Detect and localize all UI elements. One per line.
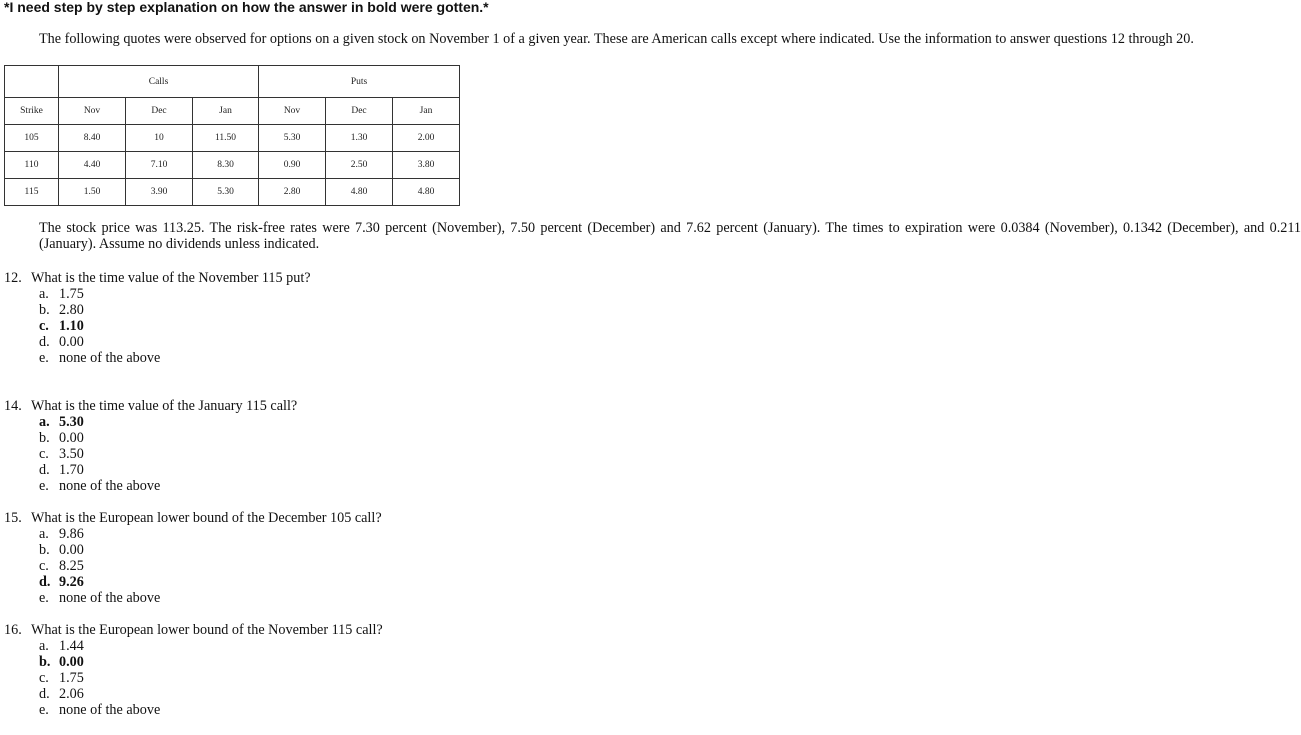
stock-info-line-1: The stock price was 113.25. The risk-free rates were 7.30 percent (November), 7.50 percent (December) and 7.62 percent (January). The times to expiration were 0.0384 (November), 0.1342 (December), and 0.211 [39,220,1301,236]
option-text: 1.70 [59,462,84,478]
table-cell: 2.00 [393,125,460,152]
answer-option [39,350,311,366]
option-letter: a. [39,414,50,430]
table-cell: 3.80 [393,152,460,179]
option-text: none of the above [59,590,161,606]
question-text: What is the European lower bound of the December 105 call? [31,510,382,526]
question-stem [4,622,383,638]
table-cell: 0.90 [259,152,326,179]
table-cell: 110 [5,152,59,179]
table-cell: 1.50 [59,179,126,206]
header-put-jan: Jan [393,98,460,125]
option-letter: a. [39,286,49,302]
option-letter: c. [39,558,49,574]
option-letter: a. [39,638,49,654]
option-text: 1.44 [59,638,84,654]
option-text: 9.86 [59,526,84,542]
question-text: What is the European lower bound of the November 115 call? [31,622,383,638]
table-row [5,179,460,206]
option-letter: d. [39,574,51,590]
question-stem [4,270,311,286]
option-text: none of the above [59,702,161,718]
option-letter: c. [39,670,49,686]
option-text: 1.10 [59,318,84,334]
option-text: 0.00 [59,430,84,446]
option-letter: e. [39,478,49,494]
answer-option [39,558,382,574]
answer-option [39,542,382,558]
table-cell: 1.30 [326,125,393,152]
option-text: 0.00 [59,542,84,558]
stock-info-line-2: (January). Assume no dividends unless indicated. [39,236,320,252]
question-number: 15. [4,510,22,526]
answer-option-correct [39,414,297,430]
option-text: 8.25 [59,558,84,574]
calls-group-header: Calls [59,66,259,98]
option-text: 1.75 [59,286,84,302]
option-text: 2.80 [59,302,84,318]
option-text: none of the above [59,478,161,494]
option-text: 1.75 [59,670,84,686]
option-letter: c. [39,446,49,462]
answer-option-correct [39,318,311,334]
table-cell: 7.10 [126,152,193,179]
answer-option-correct [39,654,383,670]
option-text: 0.00 [59,334,84,350]
puts-group-header: Puts [259,66,460,98]
option-letter: e. [39,702,49,718]
header-call-dec: Dec [126,98,193,125]
question-12 [4,270,311,366]
answer-option [39,638,383,654]
question-14 [4,398,297,494]
option-letter: b. [39,302,50,318]
stock-info-paragraph [39,220,1301,252]
table-cell: 10 [126,125,193,152]
answer-option [39,286,311,302]
table-cell: 5.30 [259,125,326,152]
table-cell: 8.40 [59,125,126,152]
table-row [5,152,460,179]
option-letter: b. [39,542,50,558]
table-cell: 8.30 [193,152,259,179]
option-letter: b. [39,430,50,446]
option-letter: e. [39,350,49,366]
answer-option [39,670,383,686]
table-corner-cell [5,66,59,98]
option-letter: b. [39,654,51,670]
table-row [5,125,460,152]
option-letter: d. [39,686,50,702]
table-cell: 105 [5,125,59,152]
question-text: What is the time value of the January 115 call? [31,398,298,414]
option-letter: e. [39,590,49,606]
option-text: 9.26 [59,574,84,590]
table-cell: 115 [5,179,59,206]
table-cell: 5.30 [193,179,259,206]
answer-option [39,702,383,718]
answer-option [39,686,383,702]
option-letter: a. [39,526,49,542]
question-number: 16. [4,622,22,638]
answer-option [39,430,297,446]
question-stem [4,510,382,526]
header-put-dec: Dec [326,98,393,125]
answer-option [39,334,311,350]
table-header-row [5,98,460,125]
table-cell: 4.80 [393,179,460,206]
question-number: 14. [4,398,22,414]
question-15 [4,510,382,606]
table-cell: 11.50 [193,125,259,152]
table-cell: 4.40 [59,152,126,179]
table-cell: 3.90 [126,179,193,206]
option-text: 0.00 [59,654,84,670]
option-text: none of the above [59,350,161,366]
option-quotes-table [4,65,460,206]
question-stem [4,398,297,414]
header-strike: Strike [5,98,59,125]
answer-option [39,526,382,542]
option-letter: d. [39,334,50,350]
question-16 [4,622,383,718]
answer-option [39,302,311,318]
answer-option [39,590,382,606]
answer-option-correct [39,574,382,590]
option-text: 3.50 [59,446,84,462]
table-cell: 2.80 [259,179,326,206]
header-call-nov: Nov [59,98,126,125]
option-text: 5.30 [59,414,84,430]
question-number: 12. [4,270,22,286]
table-cell: 4.80 [326,179,393,206]
table-cell: 2.50 [326,152,393,179]
intro-paragraph: The following quotes were observed for options on a given stock on November 1 of a given year. These are American calls except where indicated. Use the information to answer questions 12 through 20. [39,31,1194,47]
answer-option [39,446,297,462]
page-header: *I need step by step explanation on how the answer in bold were gotten.* [4,0,489,15]
header-put-nov: Nov [259,98,326,125]
option-text: 2.06 [59,686,84,702]
answer-option [39,462,297,478]
table-group-header-row [5,66,460,98]
answer-option [39,478,297,494]
header-call-jan: Jan [193,98,259,125]
option-letter: d. [39,462,50,478]
option-letter: c. [39,318,49,334]
question-text: What is the time value of the November 115 put? [31,270,311,286]
